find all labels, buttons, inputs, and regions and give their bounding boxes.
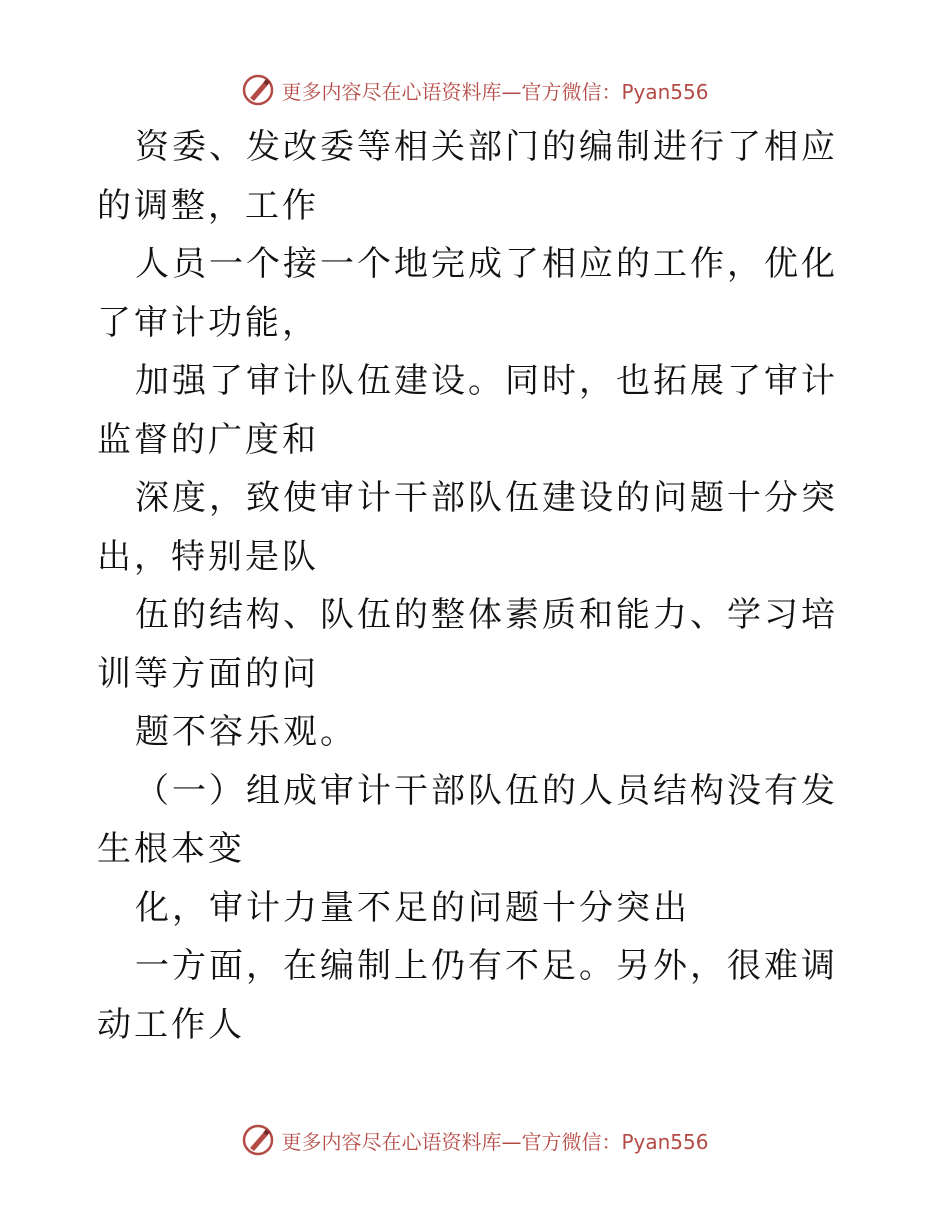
paragraph: 资委、发改委等相关部门的编制进行了相应的调整，工作 [97, 127, 838, 226]
paragraph: 人员一个接一个地完成了相应的工作，优化了审计功能， [97, 244, 838, 343]
paragraph: 加强了审计队伍建设。同时，也拓展了审计监督的广度和 [97, 361, 838, 460]
footer-banner [0, 1120, 950, 1160]
paragraph: 伍的结构、队伍的整体素质和能力、学习培训等方面的问 [97, 595, 838, 694]
banner-text: 更多内容尽在心语资料库—官方微信：Pyan556 [281, 79, 709, 104]
paragraph: 化，审计力量不足的问题十分突出 [135, 887, 690, 928]
paragraph: 一方面，在编制上仍有不足。另外，很难调动工作人 [97, 946, 838, 1045]
banner-text: 更多内容尽在心语资料库—官方微信：Pyan556 [281, 1129, 709, 1154]
section-heading: （一）组成审计干部队伍的人员结构没有发生根本变 [97, 770, 838, 869]
pen-logo-icon [241, 1123, 275, 1157]
document-body [97, 118, 857, 1054]
pen-logo-icon [241, 73, 275, 107]
paragraph: 题不容乐观。 [135, 712, 357, 752]
header-banner [0, 70, 950, 110]
paragraph: 深度，致使审计干部队伍建设的问题十分突出，特别是队 [97, 478, 838, 577]
